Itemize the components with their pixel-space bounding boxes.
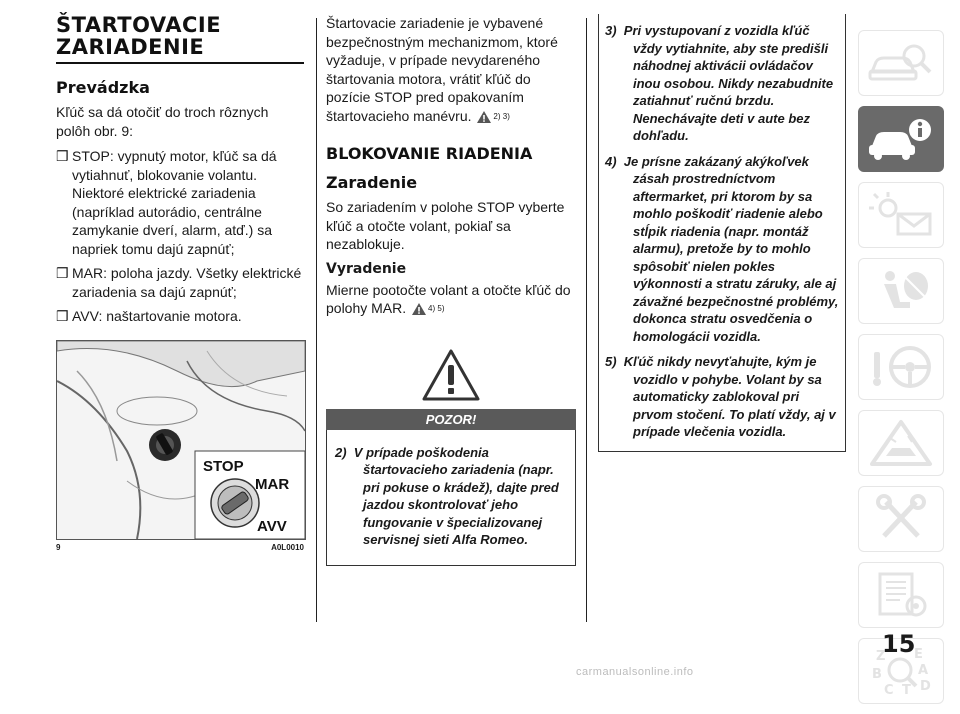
checkbox-square-icon: ❒: [56, 148, 69, 164]
heading-vyradenie: Vyradenie: [326, 260, 407, 277]
bullet-text: STOP: vypnutý motor, kľúč sa dá vytiahnuť, blokovanie volantu. Niektoré elektrické zariadenia (napríklad autorádio, centrálne zamykanie dverí, alarm, atď.) sa napriek tomu dajú zapnúť;: [72, 148, 277, 257]
sidebar-item-breakdown[interactable]: [858, 410, 944, 476]
index-letter: T: [902, 683, 911, 698]
ignition-switch-figure: [56, 340, 306, 540]
title-underline: [56, 62, 304, 64]
sidebar-item-airbag-seat[interactable]: [858, 258, 944, 324]
warning-box: [326, 430, 576, 566]
warning-item-4: [605, 153, 839, 346]
chapter-sidebar: [858, 30, 944, 714]
airbag-seat-icon: [866, 266, 936, 316]
warning-item-text: V prípade poškodenia štartovacieho zariadenia (napr. pri pokuse o krádež), dajte pred jazdou skontrolovať jeho fungovanie v špecializovanej servisnej sieti Alfa Romeo.: [353, 444, 559, 547]
watermark: carmanualsonline.info: [576, 666, 694, 678]
car-info-icon: [866, 114, 936, 164]
column-divider: [586, 18, 587, 622]
bullet-item-avv: [56, 307, 304, 326]
warning-continuation-box: [598, 14, 846, 452]
vyradenie-body: Mierne pootočte volant a otočte kľúč do polohy MAR.: [326, 281, 571, 316]
index-letter: A: [918, 663, 929, 678]
zaradenie-text: So zariadením v polohe STOP vyberte kľúč a otočte volant, pokiaľ sa nezablokuje.: [326, 199, 565, 252]
warning-item-number: 4): [605, 153, 617, 169]
large-warning-triangle-icon: [422, 349, 480, 401]
sidebar-item-technical-data[interactable]: [858, 562, 944, 628]
sidebar-item-car-search[interactable]: [858, 30, 944, 96]
safety-mechanism-text: [326, 14, 576, 126]
figure-code: A0L0010: [271, 542, 304, 552]
warning-icon-block: [326, 349, 576, 401]
sidebar-item-steering-wheel[interactable]: [858, 334, 944, 400]
warning-item-text: Pri vystupovaní z vozidla kľúč vždy vytiahnite, aby ste predišli náhodnej aktivácii ovládačov inou osobou. Nikdy nezabudnite zatiahnuť ručnú brzdu. Nenechávajte deti v aute bez dohľadu.: [623, 23, 834, 143]
section-title: [56, 14, 304, 58]
index-letter: E: [914, 647, 923, 662]
warning-item-5: [605, 353, 839, 441]
section-title-line2: ZARIADENIE: [56, 35, 205, 59]
index-letter: Z: [876, 649, 886, 664]
figure-number: 9: [56, 542, 61, 552]
label-avv: AVV: [257, 517, 287, 535]
steering-wheel-icon: [866, 342, 936, 392]
label-mar: MAR: [255, 475, 290, 493]
technical-data-icon: [866, 570, 936, 620]
dashboard-lights-icon: [866, 190, 936, 240]
label-stop: STOP: [203, 457, 244, 475]
warning-item-number: 5): [605, 354, 617, 369]
warning-item-number: 3): [605, 23, 617, 38]
index-letter: C: [884, 683, 894, 698]
warning-title-bar: POZOR!: [326, 409, 576, 430]
intro-text: Kľúč sa dá otočiť do troch rôznych polôh obr. 9:: [56, 104, 269, 139]
column-middle: [326, 14, 576, 566]
bullet-item-mar: [56, 264, 304, 301]
breakdown-warning-icon: [866, 418, 936, 468]
warning-item-text: Kľúč nikdy nevyťahujte, kým je vozidlo v pohybe. Volant by sa automaticky zablokoval pri prvom stočení. To platí vždy, aj v prípade vlečenia vozidla.: [623, 354, 836, 439]
warning-item-2: [335, 444, 567, 549]
warning-refs: 4) 5): [428, 304, 445, 313]
warning-refs: 2) 3): [493, 111, 510, 121]
bullet-item-stop: [56, 147, 304, 258]
column-right: [598, 14, 846, 452]
bullet-text: AVV: naštartovanie motora.: [72, 308, 242, 324]
index-letter: D: [920, 679, 931, 694]
safety-mechanism-body: Štartovacie zariadenie je vybavené bezpečnostným mechanizmom, ktoré vyžaduje, v prípade nevydareného štartovania motora, vrátiť kľúč do pozície STOP pred opakovaním štartovacieho manévru.: [326, 15, 558, 124]
checkbox-square-icon: ❒: [56, 308, 69, 324]
sidebar-item-dashboard-lights[interactable]: [858, 182, 944, 248]
warning-triangle-icon: [477, 111, 491, 123]
heading-zaradenie: Zaradenie: [326, 173, 418, 192]
car-search-icon: [866, 38, 936, 88]
warning-item-number: 2): [335, 444, 347, 460]
sidebar-item-car-info[interactable]: [858, 106, 944, 172]
vyradenie-text: [326, 281, 576, 319]
warning-item-text: Je prísne zakázaný akýkoľvek zásah prostredníctvom aftermarket, pri ktorom by sa mohlo poškodiť riadenie alebo stĺpik riadenia (napr. montáž alarmu), pretože by to mohlo spôsobiť nielen pokles výkonnosti a stratu záruky, ale aj závažné bezpečnostné problémy, dokonca stratu osvedčenia o homologácii vozidla.: [623, 153, 839, 344]
page-number: 15: [882, 630, 916, 658]
bullet-text: MAR: poloha jazdy. Všetky elektrické zariadenia sa dajú zapnúť;: [72, 265, 302, 300]
ignition-switch-illustration: [57, 341, 305, 539]
column-divider: [316, 18, 317, 622]
sidebar-item-service[interactable]: [858, 486, 944, 552]
warning-item-3: [605, 22, 839, 145]
heading-prevadzka: Prevádzka: [56, 78, 150, 97]
section-title-line1: ŠTARTOVACIE: [56, 13, 222, 37]
wrench-service-icon: [866, 494, 936, 544]
figure-caption: [56, 543, 304, 552]
checkbox-square-icon: ❒: [56, 265, 69, 281]
heading-blokovanie: BLOKOVANIE RIADENIA: [326, 144, 533, 163]
column-left: [56, 14, 304, 552]
warning-triangle-icon: [412, 303, 426, 315]
index-letter: B: [872, 667, 882, 682]
